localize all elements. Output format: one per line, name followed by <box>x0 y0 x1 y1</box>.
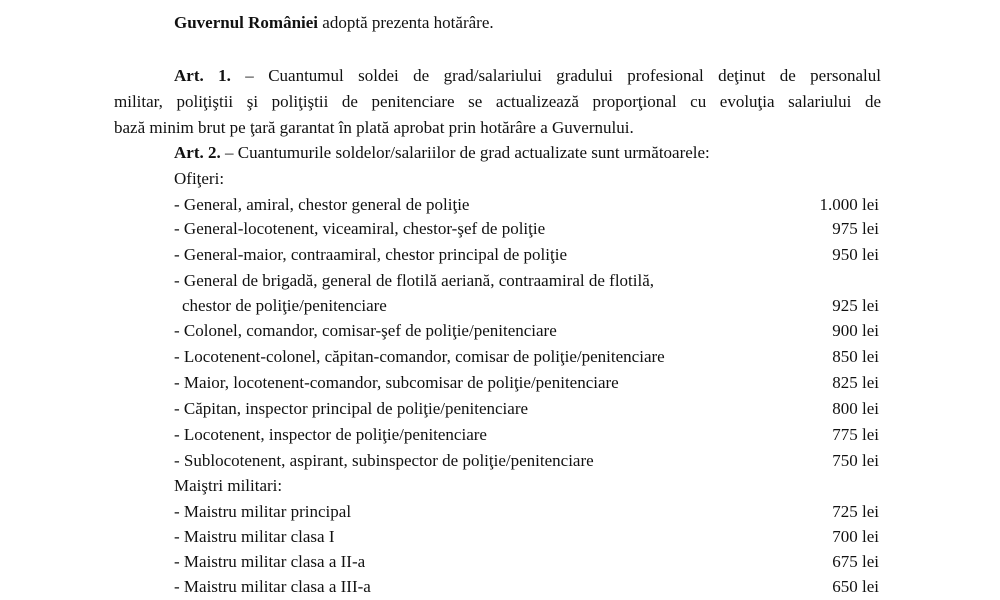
list-item-amount: 850 lei <box>832 347 879 366</box>
art1-line1 <box>174 66 881 86</box>
list-item-label: - Maior, locotenent-comandor, subcomisar de poliţie/penitenciare <box>174 373 619 392</box>
art1-line2: militar, poliţiştii şi poliţiştii de penitenciare se actualizează proporţional cu evoluţia salariului de <box>114 92 881 111</box>
art2-label: Art. 2. <box>174 143 221 162</box>
list-item-amount: 750 lei <box>832 451 879 470</box>
list-item-amount: 925 lei <box>832 296 879 315</box>
list-item-amount: 775 lei <box>832 425 879 444</box>
list-item-amount: 825 lei <box>832 373 879 392</box>
list-item-label: - Locotenent-colonel, căpitan-comandor, comisar de poliţie/penitenciare <box>174 347 665 366</box>
list-item-amount: 675 lei <box>832 552 879 571</box>
list-item-label: - General de brigadă, general de flotilă aeriană, contraamiral de flotilă, <box>174 271 655 290</box>
intro-rest: adoptă prezenta hotărâre. <box>318 13 494 32</box>
list-item-label: - Maistru militar clasa a III-a <box>174 577 371 596</box>
list-item-amount: 700 lei <box>832 527 879 546</box>
list-item-label: - Locotenent, inspector de poliţie/penitenciare <box>174 425 487 444</box>
list-item-label: - Căpitan, inspector principal de poliţie/penitenciare <box>174 399 529 418</box>
list-item-label: - Maistru militar principal <box>174 502 352 521</box>
list-item-amount: 800 lei <box>832 399 879 418</box>
intro-paragraph <box>174 13 494 33</box>
art1-line1-text: – Cuantumul soldei de grad/salariului gradului profesional deţinut de personalul <box>230 66 881 85</box>
intro-government: Guvernul României <box>174 13 319 32</box>
list-item-label: - General-locotenent, viceamiral, chestor-şef de poliţie <box>174 219 546 238</box>
list-item-amount: 950 lei <box>832 245 879 264</box>
list-item-amount: 975 lei <box>832 219 879 238</box>
list-item-amount: 1.000 lei <box>819 195 879 214</box>
list-item-label: - Sublocotenent, aspirant, subinspector de poliţie/penitenciare <box>174 451 594 470</box>
list-item-amount: 725 lei <box>832 502 879 521</box>
art2-paragraph <box>174 143 710 163</box>
art1-line3: bază minim brut pe ţară garantat în plată aprobat prin hotărâre a Guvernului. <box>114 118 634 137</box>
list-item-amount: 650 lei <box>832 577 879 596</box>
art2-text: – Cuantumurile soldelor/salariilor de grad actualizate sunt următoarele: <box>220 143 710 162</box>
list-item-label: - Colonel, comandor, comisar-şef de poliţie/penitenciare <box>174 321 557 340</box>
list-item-label: - Maistru militar clasa I <box>174 527 335 546</box>
art1-label: Art. 1. <box>174 66 231 85</box>
list-item-label: - General-maior, contraamiral, chestor principal de poliţie <box>174 245 567 264</box>
list-item-label-continued: chestor de poliţie/penitenciare <box>182 296 387 315</box>
masters-heading: Maiştri militari: <box>174 476 283 495</box>
list-item-amount: 900 lei <box>832 321 879 340</box>
list-item-label: - Maistru militar clasa a II-a <box>174 552 366 571</box>
officers-heading: Ofiţeri: <box>174 169 225 188</box>
list-item-label: - General, amiral, chestor general de poliţie <box>174 195 470 214</box>
